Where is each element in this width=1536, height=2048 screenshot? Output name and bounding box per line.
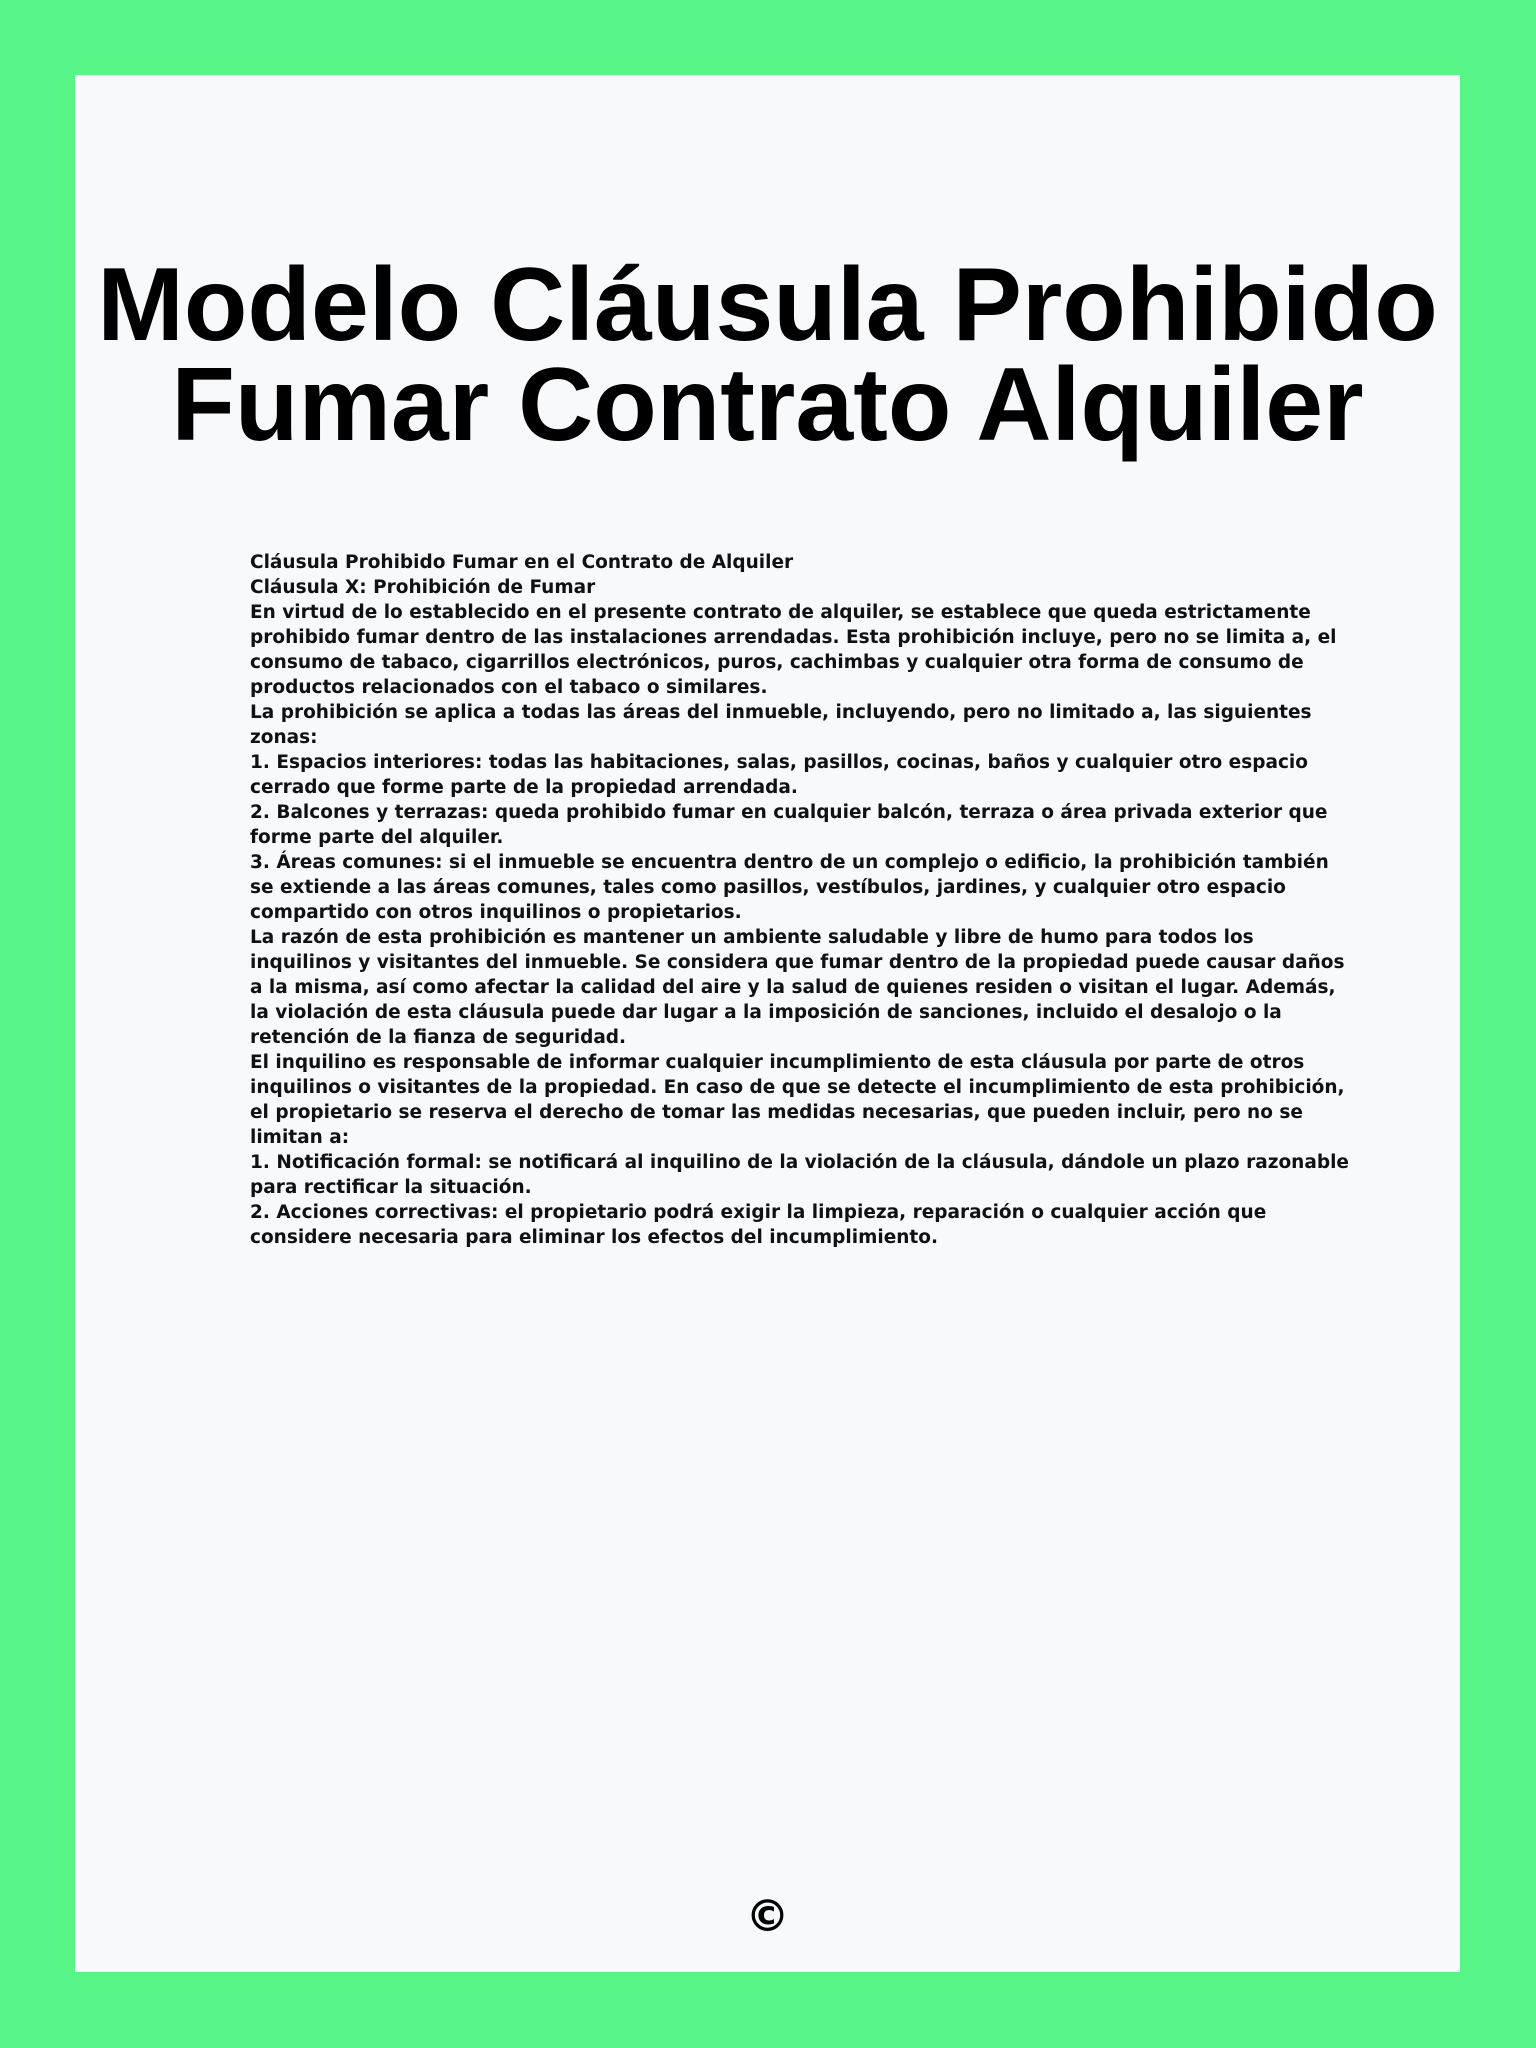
page-title: Modelo Cláusula Prohibido Fumar Contrato Alquiler	[97, 247, 1438, 463]
list-item: 1. Espacios interiores: todas las habitaciones, salas, pasillos, cocinas, baños y cualquier otro espacio cerrado que forme parte de la propiedad arrendada.	[250, 752, 1308, 798]
document-body	[250, 550, 1350, 1250]
list-item: 3. Áreas comunes: si el inmueble se encuentra dentro de un complejo o edificio, la prohibición también se extiende a las áreas comunes, tales como pasillos, vestíbulos, jardines, y cualquier otro espacio compartido con otros inquilinos o propietarios.	[250, 852, 1329, 923]
list-item: 1. Notificación formal: se notificará al inquilino de la violación de la cláusula, dándole un plazo razonable para rectificar la situación.	[250, 1152, 1349, 1198]
list-item: 2. Acciones correctivas: el propietario podrá exigir la limpieza, reparación o cualquier acción que considere necesaria para eliminar los efectos del incumplimiento.	[250, 1202, 1267, 1248]
section-heading: Cláusula Prohibido Fumar en el Contrato de Alquiler	[250, 552, 794, 573]
paragraph: En virtud de lo establecido en el presente contrato de alquiler, se establece que queda estrictamente prohibido fumar dentro de las instalaciones arrendadas. Esta prohibición incluye, pero no se limita a, el consumo de tabaco, cigarrillos electrónicos, puros, cachimbas y cualquier otra forma de consumo de productos relacionados con el tabaco o similares.	[250, 602, 1337, 698]
paragraph: El inquilino es responsable de informar cualquier incumplimiento de esta cláusula por parte de otros inquilinos o visitantes de la propiedad. En caso de que se detecte el incumplimiento de esta prohibición, el propietario se reserva el derecho de tomar las medidas necesarias, que pueden incluir, pero no se limitan a:	[250, 1052, 1345, 1148]
document-page	[75, 75, 1460, 1972]
paragraph: La prohibición se aplica a todas las áreas del inmueble, incluyendo, pero no limitado a, las siguientes zonas:	[250, 702, 1312, 748]
copyright-icon: ©	[745, 1891, 790, 1942]
clause-heading: Cláusula X: Prohibición de Fumar	[250, 577, 596, 598]
paragraph: La razón de esta prohibición es mantener un ambiente saludable y libre de humo para todos los inquilinos y visitantes del inmueble. Se considera que fumar dentro de la propiedad puede causar daños a la misma, así como afectar la calidad del aire y la salud de quienes residen o visitan el lugar. Además, la violación de esta cláusula puede dar lugar a la imposición de sanciones, incluido el desalojo o la retención de la fianza de seguridad.	[250, 927, 1345, 1048]
list-item: 2. Balcones y terrazas: queda prohibido fumar en cualquier balcón, terraza o área privada exterior que forme parte del alquiler.	[250, 802, 1328, 848]
